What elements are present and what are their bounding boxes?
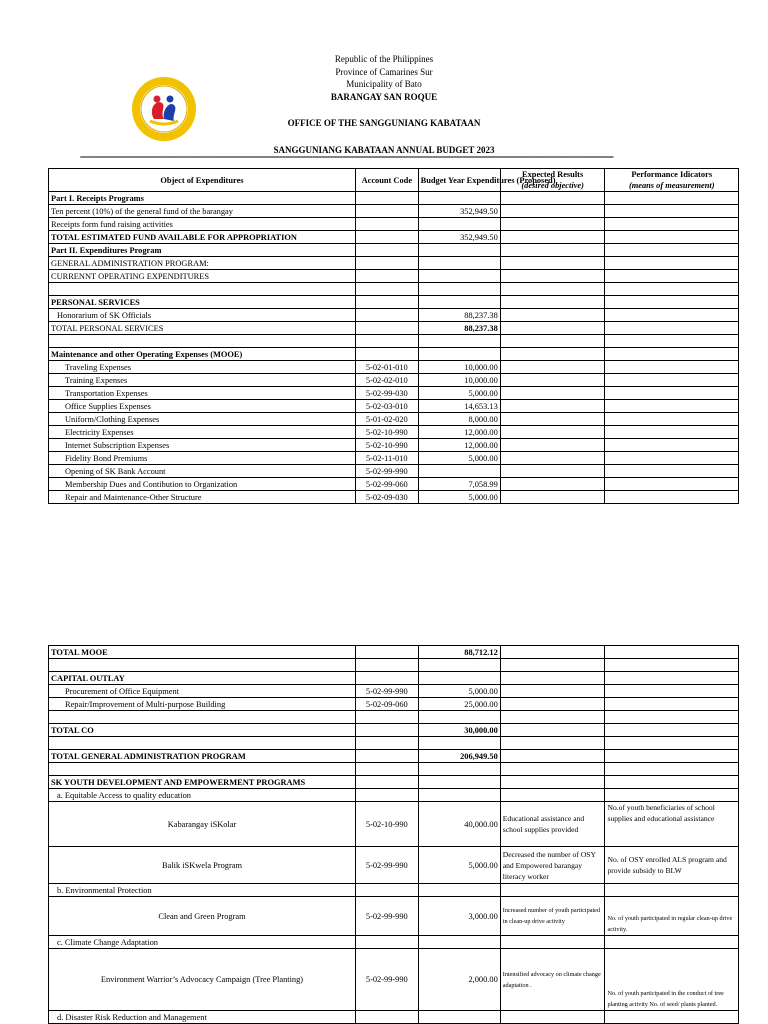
header-province: Province of Camarines Sur: [335, 66, 433, 77]
table-row: [49, 737, 739, 750]
amount-cell: 5,000.00: [418, 685, 500, 698]
results-cell: Increased number of youth participated in clean-up drive activity: [500, 897, 605, 936]
object-cell: Honorarium of SK Officials: [49, 309, 356, 322]
table-row: [49, 283, 739, 296]
account-code-cell: 5-02-99-030: [356, 387, 419, 400]
table-row: [49, 192, 739, 205]
col-account-header: Account Code: [356, 169, 419, 192]
object-cell: TOTAL MOOE: [49, 646, 356, 659]
table-row: [49, 491, 739, 504]
table-row: [49, 348, 739, 361]
object-cell: TOTAL PERSONAL SERVICES: [49, 322, 356, 335]
amount-cell: 12,000.00: [418, 426, 500, 439]
table-row: [49, 387, 739, 400]
account-code-cell: 5-01-02-020: [356, 413, 419, 426]
account-code-cell: 5-02-11-010: [356, 452, 419, 465]
table-row: [49, 646, 739, 659]
object-cell: SK YOUTH DEVELOPMENT AND EMPOWERMENT PROGRAMS: [49, 776, 356, 789]
budget-table-page-1: [48, 168, 739, 504]
amount-cell: 88,712.12: [418, 646, 500, 659]
table-row: [49, 296, 739, 309]
object-cell: Part I. Receipts Programs: [49, 192, 356, 205]
object-cell: a. Equitable Access to quality education: [49, 789, 356, 802]
object-cell: Transportation Expenses: [49, 387, 356, 400]
col-object-header: Object of Expenditures: [49, 169, 356, 192]
header-country: Republic of the Philippines: [334, 54, 434, 64]
amount-cell: 5,000.00: [418, 387, 500, 400]
col-performance-header: [605, 169, 739, 192]
table-row: [49, 205, 739, 218]
performance-cell: No.of youth beneficiaries of school supplies and educational assistance: [605, 802, 739, 847]
amount-cell: 5,000.00: [418, 491, 500, 504]
office-title: OFFICE OF THE SANGGUNIANG KABATAAN: [287, 118, 481, 128]
amount-cell: 88,237.38: [418, 322, 500, 335]
object-cell: CAPITAL OUTLAY: [49, 672, 356, 685]
separator-line: =================================================================================================================================================================================: [80, 154, 614, 161]
account-code-cell: 5-02-99-060: [356, 478, 419, 491]
object-cell: b. Environmental Protection: [49, 884, 356, 897]
performance-sub-label: (means of measurement): [628, 181, 715, 190]
amount-cell: 10,000.00: [418, 361, 500, 374]
table-row: [49, 763, 739, 776]
amount-cell: 352,949.50: [418, 231, 500, 244]
account-code-cell: 5-02-99-990: [356, 847, 419, 884]
object-cell: Ten percent (10%) of the general fund of the barangay: [49, 205, 356, 218]
table-row: [49, 659, 739, 672]
object-cell: Uniform/Clothing Expenses: [49, 413, 356, 426]
table-row: [49, 897, 739, 936]
object-cell: Training Expenses: [49, 374, 356, 387]
object-cell: CURRENNT OPERATING EXPENDITURES: [49, 270, 356, 283]
table-row: [49, 426, 739, 439]
object-cell: PERSONAL SERVICES: [49, 296, 356, 309]
table-row: [49, 711, 739, 724]
table-row: [49, 257, 739, 270]
table-row: [49, 685, 739, 698]
budget-title: SANGGUNIANG KABATAAN ANNUAL BUDGET 2023: [273, 145, 495, 155]
table-row: [49, 936, 739, 949]
object-cell: Electricity Expenses: [49, 426, 356, 439]
table-row: [49, 750, 739, 763]
object-cell: Kabarangay iSKolar: [49, 802, 356, 847]
performance-label: Performance Idicators: [631, 170, 713, 179]
object-cell: Office Supplies Expenses: [49, 400, 356, 413]
document-header: [0, 53, 768, 103]
results-cell: Intensified advocacy on climate change adaptation .: [500, 949, 605, 1011]
account-code-cell: 5-02-99-990: [356, 897, 419, 936]
table-row: [49, 465, 739, 478]
account-code-cell: 5-02-02-010: [356, 374, 419, 387]
amount-cell: 88,237.38: [418, 309, 500, 322]
object-cell: TOTAL ESTIMATED FUND AVAILABLE FOR APPROPRIATION: [49, 231, 356, 244]
results-label: Expected Results: [522, 170, 584, 179]
object-cell: TOTAL CO: [49, 724, 356, 737]
table-row: [49, 335, 739, 348]
object-cell: d. Disaster Risk Reduction and Management: [49, 1011, 356, 1024]
object-cell: GENERAL ADMINISTRATION PROGRAM:: [49, 257, 356, 270]
table-row: [49, 949, 739, 1011]
object-cell: c. Climate Change Adaptation: [49, 936, 356, 949]
table-row: [49, 413, 739, 426]
table-row: [49, 672, 739, 685]
amount-cell: 5,000.00: [418, 452, 500, 465]
object-cell: Fidelity Bond Premiums: [49, 452, 356, 465]
table-row: [49, 439, 739, 452]
account-code-cell: 5-02-10-990: [356, 439, 419, 452]
table-row: [49, 884, 739, 897]
object-cell: Clean and Green Program: [49, 897, 356, 936]
object-cell: Procurement of Office Equipment: [49, 685, 356, 698]
amount-cell: 40,000.00: [418, 802, 500, 847]
object-cell: Balik iSKwela Program: [49, 847, 356, 884]
amount-cell: 30,000.00: [418, 724, 500, 737]
results-cell: Educational assistance and school supplies provided: [500, 802, 605, 847]
object-cell: TOTAL GENERAL ADMINISTRATION PROGRAM: [49, 750, 356, 763]
table-row: [49, 478, 739, 491]
account-code-cell: 5-02-10-990: [356, 802, 419, 847]
amount-cell: 206,949.50: [418, 750, 500, 763]
object-cell: Membership Dues and Contibution to Organization: [49, 478, 356, 491]
object-cell: Maintenance and other Operating Expenses (MOOE): [49, 348, 356, 361]
table-row: [49, 847, 739, 884]
performance-cell: No. of youth participated in regular clean-up drive activity.: [605, 897, 739, 936]
amount-cell: 2,000.00: [418, 949, 500, 1011]
account-code-cell: 5-02-10-990: [356, 426, 419, 439]
table-row: [49, 309, 739, 322]
table-row: [49, 789, 739, 802]
object-cell: Receipts form fund raising activities: [49, 218, 356, 231]
amount-cell: 8,000.00: [418, 413, 500, 426]
account-code-cell: 5-02-99-990: [356, 685, 419, 698]
col-budget-header: Budget Year Expenditures (Proposed): [418, 169, 500, 192]
amount-cell: 352,949.50: [418, 205, 500, 218]
amount-cell: [418, 465, 500, 478]
object-cell: Environment Warrior’s Advocacy Campaign (Tree Planting): [49, 949, 356, 1011]
table-row: [49, 218, 739, 231]
table-row: [49, 231, 739, 244]
table-header-row: [49, 169, 739, 192]
amount-cell: 10,000.00: [418, 374, 500, 387]
account-code-cell: 5-02-09-060: [356, 698, 419, 711]
object-cell: Internet Subscription Expenses: [49, 439, 356, 452]
amount-cell: 5,000.00: [418, 847, 500, 884]
amount-cell: 25,000.00: [418, 698, 500, 711]
table-row: [49, 361, 739, 374]
table-row: [49, 1011, 739, 1024]
table-row: [49, 724, 739, 737]
table-row: [49, 270, 739, 283]
header-barangay: BARANGAY SAN ROQUE: [330, 91, 438, 102]
account-code-cell: 5-02-99-990: [356, 465, 419, 478]
amount-cell: 12,000.00: [418, 439, 500, 452]
table-row: [49, 244, 739, 257]
account-code-cell: 5-02-03-010: [356, 400, 419, 413]
account-code-cell: 5-02-99-990: [356, 949, 419, 1011]
object-cell: Repair/Improvement of Multi-purpose Building: [49, 698, 356, 711]
performance-cell: No. of youth participated in the conduct of tree planting activity No. of seed/ plants planted.: [605, 949, 739, 1011]
performance-cell: No. of OSY enrolled ALS program and provide subsidy to BLW: [605, 847, 739, 884]
table-row: [49, 452, 739, 465]
table-row: [49, 802, 739, 847]
amount-cell: 3,000.00: [418, 897, 500, 936]
table-row: [49, 374, 739, 387]
table-row: [49, 776, 739, 789]
header-municipality: Municipality of Bato: [346, 79, 422, 89]
table-row: [49, 698, 739, 711]
account-code-cell: 5-02-09-030: [356, 491, 419, 504]
amount-cell: 7,058.99: [418, 478, 500, 491]
amount-cell: 14,653.13: [418, 400, 500, 413]
object-cell: Traveling Expenses: [49, 361, 356, 374]
object-cell: Opening of SK Bank Account: [49, 465, 356, 478]
object-cell: Part II. Expenditures Program: [49, 244, 356, 257]
account-code-cell: 5-02-01-010: [356, 361, 419, 374]
budget-table-page-2: [48, 645, 739, 1024]
results-sub-label: (desired objective): [521, 181, 584, 190]
table-row: [49, 322, 739, 335]
object-cell: Repair and Maintenance-Other Structure: [49, 491, 356, 504]
table-row: [49, 400, 739, 413]
results-cell: Decreased the number of OSY and Empowered barangay literacy worker: [500, 847, 605, 884]
